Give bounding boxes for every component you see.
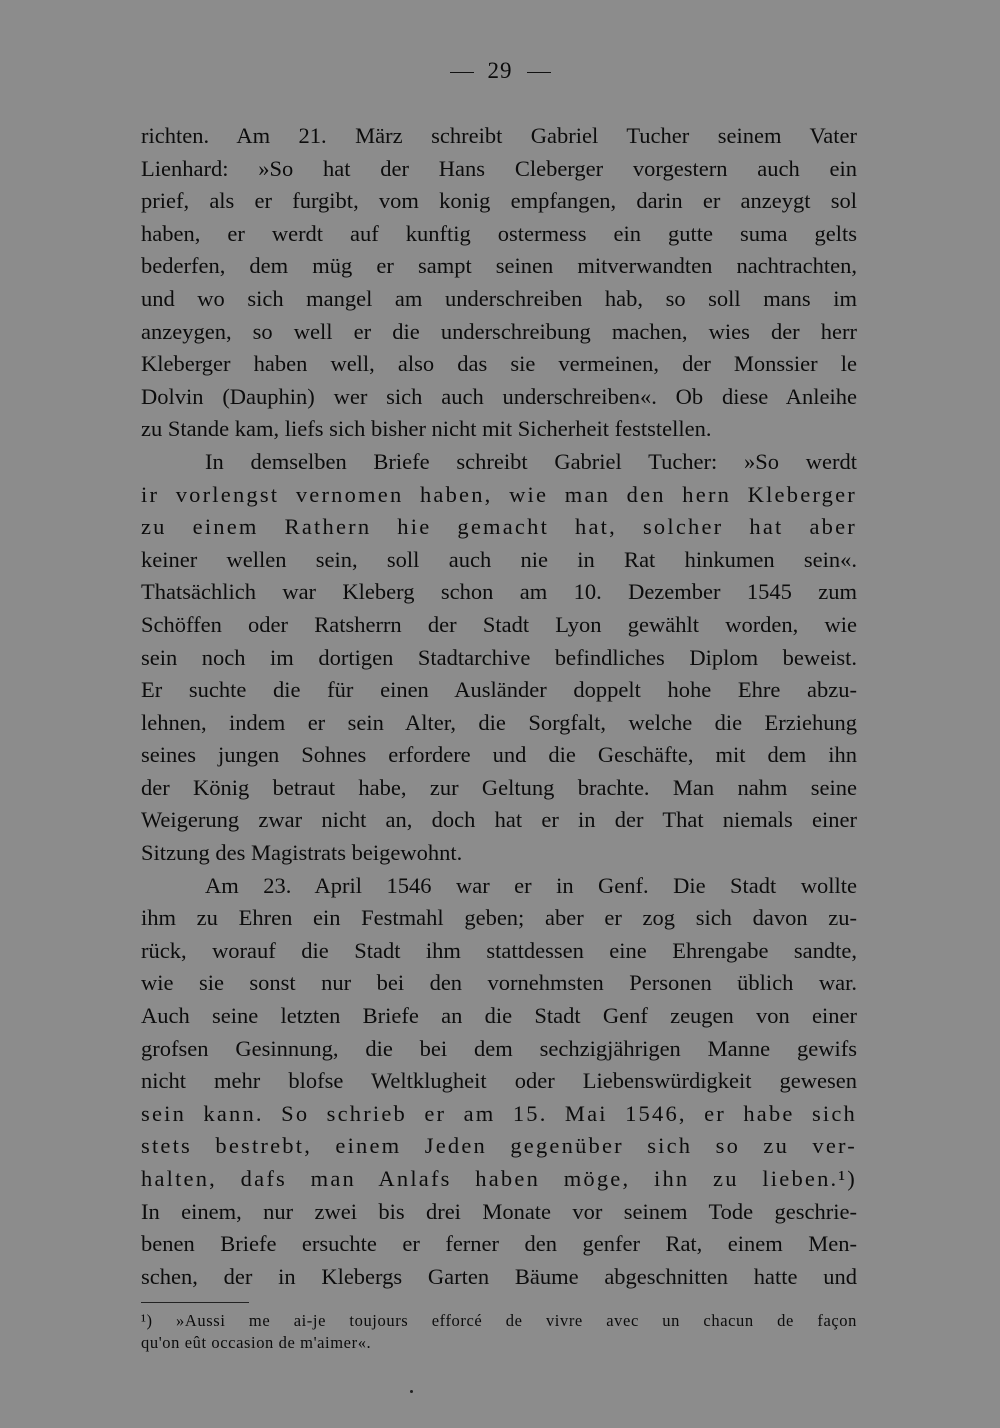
text-line: keiner wellen sein, soll auch nie in Rat hinkumen sein«. [141, 546, 857, 572]
text-line: ihm zu Ehren ein Festmahl geben; aber er zog sich davon zu- [141, 905, 857, 931]
text-line: halten, dafs man Anlafs haben möge, ihn zu lieben.¹) [141, 1166, 857, 1191]
left-dash [450, 72, 474, 73]
text-line: Am 23. April 1546 war er in Genf. Die Stadt wollte [205, 872, 857, 898]
text-line: der König betraut habe, zur Geltung brachte. Man nahm seine [141, 774, 857, 800]
body-text [141, 120, 857, 1293]
text-line: Kleberger haben well, also das sie vermeinen, der Monssier le [141, 351, 857, 377]
text-line: haben, er werdt auf kunftig ostermess ein gutte suma gelts [141, 220, 857, 246]
text-line: sein noch im dortigen Stadtarchive befindliches Diplom beweist. [141, 644, 857, 670]
footnotes [141, 1310, 857, 1354]
text-line: ir vorlengst vernomen haben, wie man den hern Kleberger [141, 481, 857, 507]
page-number: 29 [487, 58, 513, 83]
footnote-line: ¹) »Aussi me ai-je toujours efforcé de vivre avec un chacun de façon [141, 1311, 857, 1330]
text-line: stets bestrebt, einem Jeden gegenüber sich so zu ver- [141, 1133, 857, 1159]
text-line: zu einem Rathern hie gemacht hat, solcher hat aber [141, 514, 857, 540]
text-line: In demselben Briefe schreibt Gabriel Tucher: »So werdt [205, 448, 857, 474]
text-line: Thatsächlich war Kleberg schon am 10. Dezember 1545 zum [141, 579, 857, 605]
footnote-divider [141, 1302, 249, 1303]
text-line: Auch seine letzten Briefe an die Stadt Genf zeugen von einer [141, 1003, 857, 1029]
text-line: und wo sich mangel am underschreiben hab, so soll mans im [141, 285, 857, 311]
text-line: zu Stande kam, liefs sich bisher nicht mit Sicherheit feststellen. [141, 416, 712, 442]
text-line: Schöffen oder Ratsherrn der Stadt Lyon gewählt worden, wie [141, 611, 857, 637]
text-line: schen, der in Klebergs Garten Bäume abgeschnitten hatte und [141, 1263, 857, 1289]
text-line: grofsen Gesinnung, die bei dem sechzigjährigen Manne gewifs [141, 1035, 857, 1061]
text-line: nicht mehr blofse Weltklugheit oder Liebenswürdigkeit gewesen [141, 1068, 857, 1094]
text-line: Lienhard: »So hat der Hans Cleberger vorgestern auch ein [141, 155, 857, 181]
text-line: Weigerung zwar nicht an, doch hat er in der That niemals einer [141, 807, 857, 833]
text-line: bederfen, dem müg er sampt seinen mitverwandten nachtrachten, [141, 253, 857, 279]
text-line: anzeygen, so well er die underschreibung machen, wies der herr [141, 318, 857, 344]
text-line: In einem, nur zwei bis drei Monate vor seinem Tode geschrie- [141, 1198, 857, 1224]
text-line: seines jungen Sohnes erfordere und die Geschäfte, mit dem ihn [141, 742, 857, 768]
text-line: Dolvin (Dauphin) wer sich auch underschreiben«. Ob diese Anleihe [141, 383, 857, 409]
text-line: Sitzung des Magistrats beigewohnt. [141, 840, 463, 866]
text-line: wie sie sonst nur bei den vornehmsten Personen üblich war. [141, 970, 857, 996]
right-dash [527, 72, 551, 73]
stray-mark [410, 1390, 413, 1393]
page-number-header [0, 58, 1000, 84]
text-line: Er suchte die für einen Ausländer doppelt hohe Ehre abzu- [141, 677, 857, 703]
text-line: benen Briefe ersuchte er ferner den genfer Rat, einem Men- [141, 1231, 857, 1257]
text-line: lehnen, indem er sein Alter, die Sorgfalt, welche die Erziehung [141, 709, 857, 735]
text-line: prief, als er furgibt, vom konig empfangen, darin er anzeygt sol [141, 188, 857, 214]
footnote-line: qu'on eût occasion de m'aimer«. [141, 1333, 372, 1352]
text-line: rück, worauf die Stadt ihm stattdessen eine Ehrengabe sandte, [141, 937, 857, 963]
text-line: richten. Am 21. März schreibt Gabriel Tucher seinem Vater [141, 123, 857, 148]
text-line: sein kann. So schrieb er am 15. Mai 1546, er habe sich [141, 1100, 857, 1126]
